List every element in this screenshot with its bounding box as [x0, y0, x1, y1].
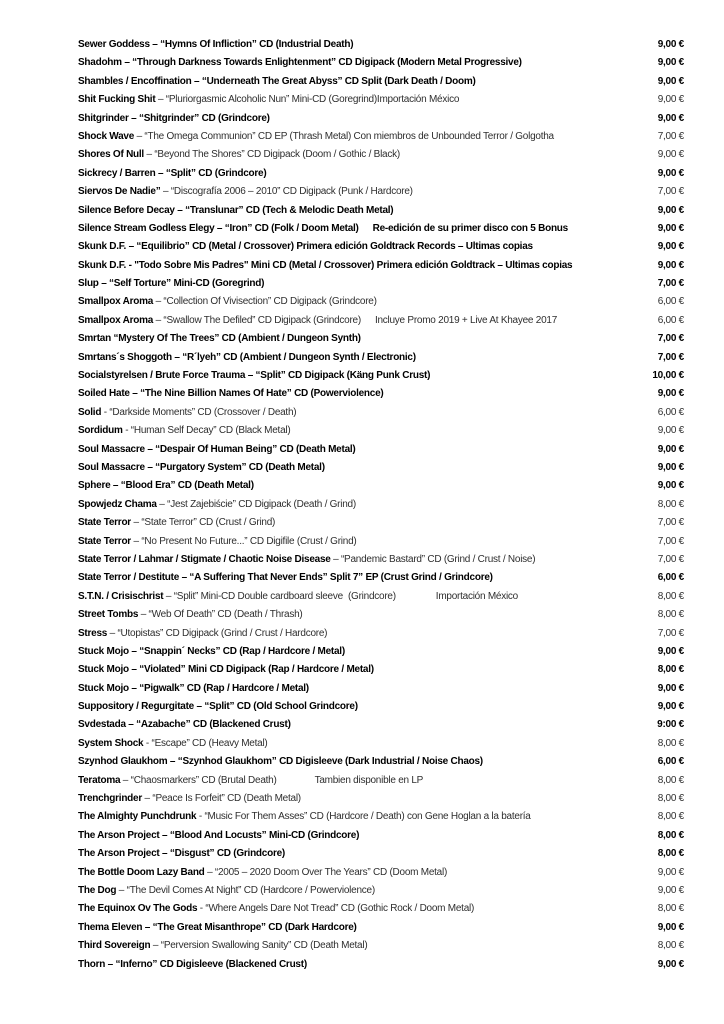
item-price: 9,00 € [657, 75, 684, 87]
list-item [78, 367, 684, 385]
item-price: 6,00 € [657, 756, 684, 768]
item-text: Tambien disponible en LP [314, 774, 424, 786]
item-text: – “Perversion Swallowing Sanity” CD (Death Metal) [150, 940, 368, 952]
item-text-bold: Thema Eleven – “The Great Misanthrope” CD (Dark Hardcore) [78, 921, 357, 933]
item-text-bold: Soul Massacre – “Purgatory System” CD (Death Metal) [78, 461, 325, 473]
list-item [78, 404, 684, 422]
list-item [78, 441, 684, 459]
item-price: 9,00 € [657, 259, 684, 271]
item-text-bold: Sordidum [78, 425, 123, 437]
list-item [78, 275, 684, 293]
item-price: 9,00 € [657, 388, 684, 400]
list-item [78, 845, 684, 863]
item-text-bold: Stuck Mojo – “Pigwalk” CD (Rap / Hardcore / Metal) [78, 682, 309, 694]
item-price: 8,00 € [657, 793, 684, 805]
item-description [78, 900, 632, 918]
list-item [78, 183, 684, 201]
item-description [78, 643, 632, 661]
item-text-bold: Soul Massacre – “Despair Of Human Being” CD (Death Metal) [78, 443, 356, 455]
item-description [78, 257, 632, 275]
item-price: 7,00 € [657, 535, 684, 547]
item-text-bold: Trenchgrinder [78, 793, 142, 805]
item-description [78, 772, 632, 790]
item-price: 9,00 € [657, 480, 684, 492]
list-item [78, 238, 684, 256]
item-text: – “No Present No Future...” CD Digifile (Crust / Grind) [130, 535, 357, 547]
item-price: 8,00 € [657, 590, 684, 602]
item-description [78, 183, 632, 201]
item-price: 8,00 € [657, 774, 684, 786]
item-price: 8,00 € [657, 940, 684, 952]
item-text-bold: Sewer Goddess – “Hymns Of Infliction” CD (Industrial Death) [78, 39, 354, 50]
item-text-bold: Stuck Mojo – “Violated” Mini CD Digipack (Rap / Hardcore / Metal) [78, 664, 374, 676]
item-text-bold: Sickrecy / Barren – “Split” CD (Grindcore) [78, 167, 267, 179]
item-text-bold: Socialstyrelsen / Brute Force Trauma – “Split” CD Digipack (Käng Punk Crust) [78, 370, 431, 382]
item-text-bold: Solid [78, 406, 102, 418]
item-description [78, 73, 632, 91]
item-price: 8,00 € [657, 848, 684, 860]
item-text: – “The Omega Communion” CD EP (Thrash Metal) Con miembros de Unbounded Terror / Golgotha [134, 130, 554, 142]
item-text-bold: The Arson Project – “Blood And Locusts” Mini-CD (Grindcore) [78, 829, 360, 841]
list-item [78, 202, 684, 220]
item-price: 7,00 € [657, 278, 684, 290]
list-item [78, 716, 684, 734]
item-description [78, 238, 632, 256]
list-item [78, 128, 684, 146]
list-item [78, 680, 684, 698]
list-item [78, 385, 684, 403]
item-description [78, 864, 632, 882]
item-text-bold: Slup – “Self Torture” Mini-CD (Goregrind) [78, 278, 265, 290]
item-description [78, 422, 632, 440]
item-price: 9,00 € [657, 241, 684, 253]
list-item [78, 54, 684, 72]
item-description [78, 293, 632, 311]
list-item [78, 827, 684, 845]
item-price: 8,00 € [657, 829, 684, 841]
item-text: – “2005 – 2020 Doom Over The Years” CD (Doom Metal) [204, 866, 448, 878]
item-price: 9,00 € [657, 57, 684, 69]
item-text: – “Pluriorgasmic Alcoholic Nun” Mini-CD (Goregrind)Importación México [155, 94, 460, 106]
item-description [78, 404, 632, 422]
item-price: 7,00 € [657, 351, 684, 363]
item-price: 9,00 € [657, 167, 684, 179]
item-price: 7,00 € [657, 627, 684, 639]
list-item [78, 533, 684, 551]
item-description [78, 698, 632, 716]
list-item [78, 293, 684, 311]
item-text: - “Darkside Moments” CD (Crossover / Death) [101, 406, 297, 418]
item-price: 9,00 € [657, 94, 684, 106]
item-price: 9,00 € [657, 645, 684, 657]
item-price: 9,00 € [657, 39, 684, 50]
item-text: – “Web Of Death” CD (Death / Thrash) [138, 609, 303, 621]
list-item [78, 772, 684, 790]
list-item [78, 588, 684, 606]
list-item [78, 422, 684, 440]
item-text: – “Swallow The Defiled” CD Digipack (Grindcore) [153, 314, 361, 326]
list-item [78, 661, 684, 679]
list-item [78, 956, 684, 974]
item-description [78, 441, 632, 459]
item-text: – “Discografía 2006 – 2010” CD Digipack (Punk / Hardcore) [160, 186, 413, 198]
item-text-bold: Sphere – “Blood Era” CD (Death Metal) [78, 480, 254, 492]
list-item [78, 882, 684, 900]
item-description [78, 220, 632, 238]
item-text: – “Collection Of Vivisection” CD Digipack (Grindcore) [153, 296, 377, 308]
item-price: 8,00 € [657, 609, 684, 621]
list-item [78, 698, 684, 716]
item-text-bold: State Terror [78, 535, 131, 547]
item-text: – “State Terror” CD (Crust / Grind) [130, 517, 276, 529]
list-item [78, 625, 684, 643]
item-text: – “Pandemic Bastard” CD (Grind / Crust / Noise) [330, 553, 536, 565]
item-text-bold: Third Sovereign [78, 940, 151, 952]
item-text-bold: Skunk D.F. - "Todo Sobre Mis Padres" Mini CD (Metal / Crossover) Primera edición Goldtrack – Ultimas copias [78, 259, 573, 271]
item-description [78, 808, 632, 826]
item-text-bold: Soiled Hate – “The Nine Billion Names Of Hate” CD (Powerviolence) [78, 388, 384, 400]
item-description [78, 827, 632, 845]
item-description [78, 588, 632, 606]
item-text-bold: Smrtans´s Shoggoth – “R´lyeh” CD (Ambient / Dungeon Synth / Electronic) [78, 351, 416, 363]
item-description [78, 735, 632, 753]
item-text-bold: Skunk D.F. – “Equilibrio” CD (Metal / Crossover) Primera edición Goldtrack Records – Ultimas copias [78, 241, 533, 253]
item-price: 9:00 € [657, 719, 684, 731]
list-item [78, 937, 684, 955]
list-item [78, 257, 684, 275]
cd-catalog-list [78, 36, 684, 974]
list-item [78, 220, 684, 238]
item-text-bold: Silence Stream Godless Elegy – “Iron” CD (Folk / Doom Metal) [78, 222, 359, 234]
item-price: 6,00 € [657, 406, 684, 418]
item-description [78, 661, 632, 679]
list-item [78, 477, 684, 495]
item-price: 9,00 € [657, 921, 684, 933]
item-text: – “Peace Is Forfeit” CD (Death Metal) [142, 793, 301, 805]
item-price: 7,00 € [657, 517, 684, 529]
item-text-bold: Shores Of Null [78, 149, 144, 161]
item-price: 6,00 € [657, 572, 684, 584]
item-price: 7,00 € [657, 333, 684, 345]
list-item [78, 330, 684, 348]
item-price: 7,00 € [657, 186, 684, 198]
list-item [78, 514, 684, 532]
item-description [78, 165, 632, 183]
item-price: 9,00 € [657, 461, 684, 473]
item-description [78, 625, 632, 643]
item-price: 9,00 € [657, 682, 684, 694]
list-item [78, 496, 684, 514]
item-price: 9,00 € [657, 701, 684, 713]
item-description [78, 956, 632, 974]
item-text-bold: Smrtan “Mystery Of The Trees” CD (Ambient / Dungeon Synth) [78, 333, 361, 345]
item-text-bold: Spowjedz Chama [78, 498, 157, 510]
item-description [78, 459, 632, 477]
item-description [78, 385, 632, 403]
item-price: 8,00 € [657, 811, 684, 823]
list-item [78, 790, 684, 808]
item-price: 7,00 € [657, 130, 684, 142]
item-text: – “Beyond The Shores” CD Digipack (Doom / Gothic / Black) [143, 149, 400, 161]
item-text-bold: Smallpox Aroma [78, 296, 154, 308]
item-text-bold: The Almighty Punchdrunk [78, 811, 197, 823]
item-description [78, 845, 632, 863]
item-text: - “Human Self Decay” CD (Black Metal) [122, 425, 291, 437]
list-item [78, 551, 684, 569]
item-description [78, 128, 632, 146]
list-item [78, 606, 684, 624]
list-item [78, 349, 684, 367]
item-description [78, 882, 632, 900]
item-text-bold: The Arson Project – “Disgust” CD (Grindcore) [78, 848, 285, 860]
item-text: – “Split” Mini-CD Double cardboard sleeve (Grindcore) [163, 590, 396, 602]
item-description [78, 91, 632, 109]
item-text-bold: Shambles / Encoffination – “Underneath The Great Abyss” CD Split (Dark Death / Doom) [78, 75, 476, 87]
item-description [78, 514, 632, 532]
item-text: – “Utopistas” CD Digipack (Grind / Crust / Hardcore) [107, 627, 328, 639]
list-item [78, 864, 684, 882]
item-description [78, 146, 632, 164]
list-item [78, 459, 684, 477]
item-description [78, 606, 632, 624]
item-price: 9,00 € [657, 443, 684, 455]
item-description [78, 54, 632, 72]
item-description [78, 36, 632, 54]
list-item [78, 165, 684, 183]
item-description [78, 477, 632, 495]
item-price: 9,00 € [657, 204, 684, 216]
item-text-bold: System Shock [78, 737, 144, 749]
item-text-bold: Teratoma [78, 774, 121, 786]
list-item [78, 312, 684, 330]
item-description [78, 202, 632, 220]
list-item [78, 91, 684, 109]
item-description [78, 312, 632, 330]
item-price: 8,00 € [657, 737, 684, 749]
item-description [78, 790, 632, 808]
item-text: - “Music For Them Asses” CD (Hardcore / Death) con Gene Hoglan a la batería [196, 811, 531, 823]
item-description [78, 367, 632, 385]
item-text-bold: The Dog [78, 884, 117, 896]
item-description [78, 569, 632, 587]
item-text-bold: Stress [78, 627, 108, 639]
item-price: 9,00 € [657, 149, 684, 161]
item-price: 8,00 € [657, 664, 684, 676]
item-text-bold: Svdestada – “Azabache” CD (Blackened Crust) [78, 719, 291, 731]
item-description [78, 551, 632, 569]
item-text: – “Chaosmarkers” CD (Brutal Death) [120, 774, 277, 786]
item-text-bold: Suppository / Regurgitate – “Split” CD (Old School Grindcore) [78, 701, 358, 713]
item-text-bold: Shock Wave [78, 130, 135, 142]
item-text-bold: Stuck Mojo – “Snappin´ Necks” CD (Rap / Hardcore / Metal) [78, 645, 345, 657]
list-item [78, 643, 684, 661]
item-text-bold: Thorn – “Inferno” CD Digisleeve (Blackened Crust) [78, 958, 307, 970]
item-text-bold: Re-edición de su primer disco con 5 Bonus [372, 222, 568, 234]
item-description [78, 937, 632, 955]
list-item [78, 569, 684, 587]
list-item [78, 73, 684, 91]
item-price: 9,00 € [657, 112, 684, 124]
item-price: 10,00 € [652, 370, 684, 382]
item-text-bold: The Equinox Ov The Gods [78, 903, 198, 915]
item-text: Importación México [435, 590, 518, 602]
item-description [78, 753, 632, 771]
item-text-bold: Szynhod Glaukhom – “Szynhod Glaukhom” CD Digisleeve (Dark Industrial / Noise Chaos) [78, 756, 483, 768]
item-price: 8,00 € [657, 903, 684, 915]
item-description [78, 330, 632, 348]
list-item [78, 900, 684, 918]
item-text-bold: Shadohm – “Through Darkness Towards Enlightenment” CD Digipack (Modern Metal Progressive) [78, 57, 522, 69]
item-text-bold: Street Tombs [78, 609, 139, 621]
item-text: - “Escape” CD (Heavy Metal) [143, 737, 268, 749]
item-description [78, 919, 632, 937]
item-text-bold: Shitgrinder – “Shitgrinder” CD (Grindcore) [78, 112, 270, 124]
list-item [78, 735, 684, 753]
item-text: – “Jest Zajebiście” CD Digipack (Death / Grind) [156, 498, 356, 510]
item-description [78, 110, 632, 128]
item-text-bold: S.T.N. / Crisischrist [78, 590, 164, 602]
item-text: Incluye Promo 2019 + Live At Khayee 2017 [374, 314, 558, 326]
item-description [78, 533, 632, 551]
item-price: 6,00 € [657, 296, 684, 308]
item-price: 6,00 € [657, 314, 684, 326]
item-price: 9,00 € [657, 425, 684, 437]
item-price: 7,00 € [657, 553, 684, 565]
list-item [78, 36, 684, 54]
item-text-bold: State Terror / Lahmar / Stigmate / Chaotic Noise Disease [78, 553, 331, 565]
item-price: 9,00 € [657, 884, 684, 896]
list-item [78, 110, 684, 128]
item-text-bold: Siervos De Nadie” [78, 186, 161, 198]
item-text-bold: State Terror [78, 517, 131, 529]
item-text: - “Where Angels Dare Not Tread” CD (Gothic Rock / Doom Metal) [197, 903, 475, 915]
item-description [78, 349, 632, 367]
item-description [78, 680, 632, 698]
item-price: 9,00 € [657, 958, 684, 970]
list-item [78, 808, 684, 826]
list-item [78, 919, 684, 937]
list-item [78, 753, 684, 771]
item-text: – “The Devil Comes At Night” CD (Hardcore / Powerviolence) [116, 884, 375, 896]
item-price: 8,00 € [657, 498, 684, 510]
item-text-bold: The Bottle Doom Lazy Band [78, 866, 205, 878]
item-price: 9,00 € [657, 222, 684, 234]
item-description [78, 496, 632, 514]
list-item [78, 146, 684, 164]
item-text-bold: State Terror / Destitute – “A Suffering That Never Ends” Split 7” EP (Crust Grind / Grindcore) [78, 572, 493, 584]
item-text-bold: Shit Fucking Shit [78, 94, 156, 106]
item-description [78, 275, 632, 293]
item-price: 9,00 € [657, 866, 684, 878]
item-description [78, 716, 632, 734]
item-text-bold: Smallpox Aroma [78, 314, 154, 326]
item-text-bold: Silence Before Decay – “Translunar” CD (Tech & Melodic Death Metal) [78, 204, 394, 216]
